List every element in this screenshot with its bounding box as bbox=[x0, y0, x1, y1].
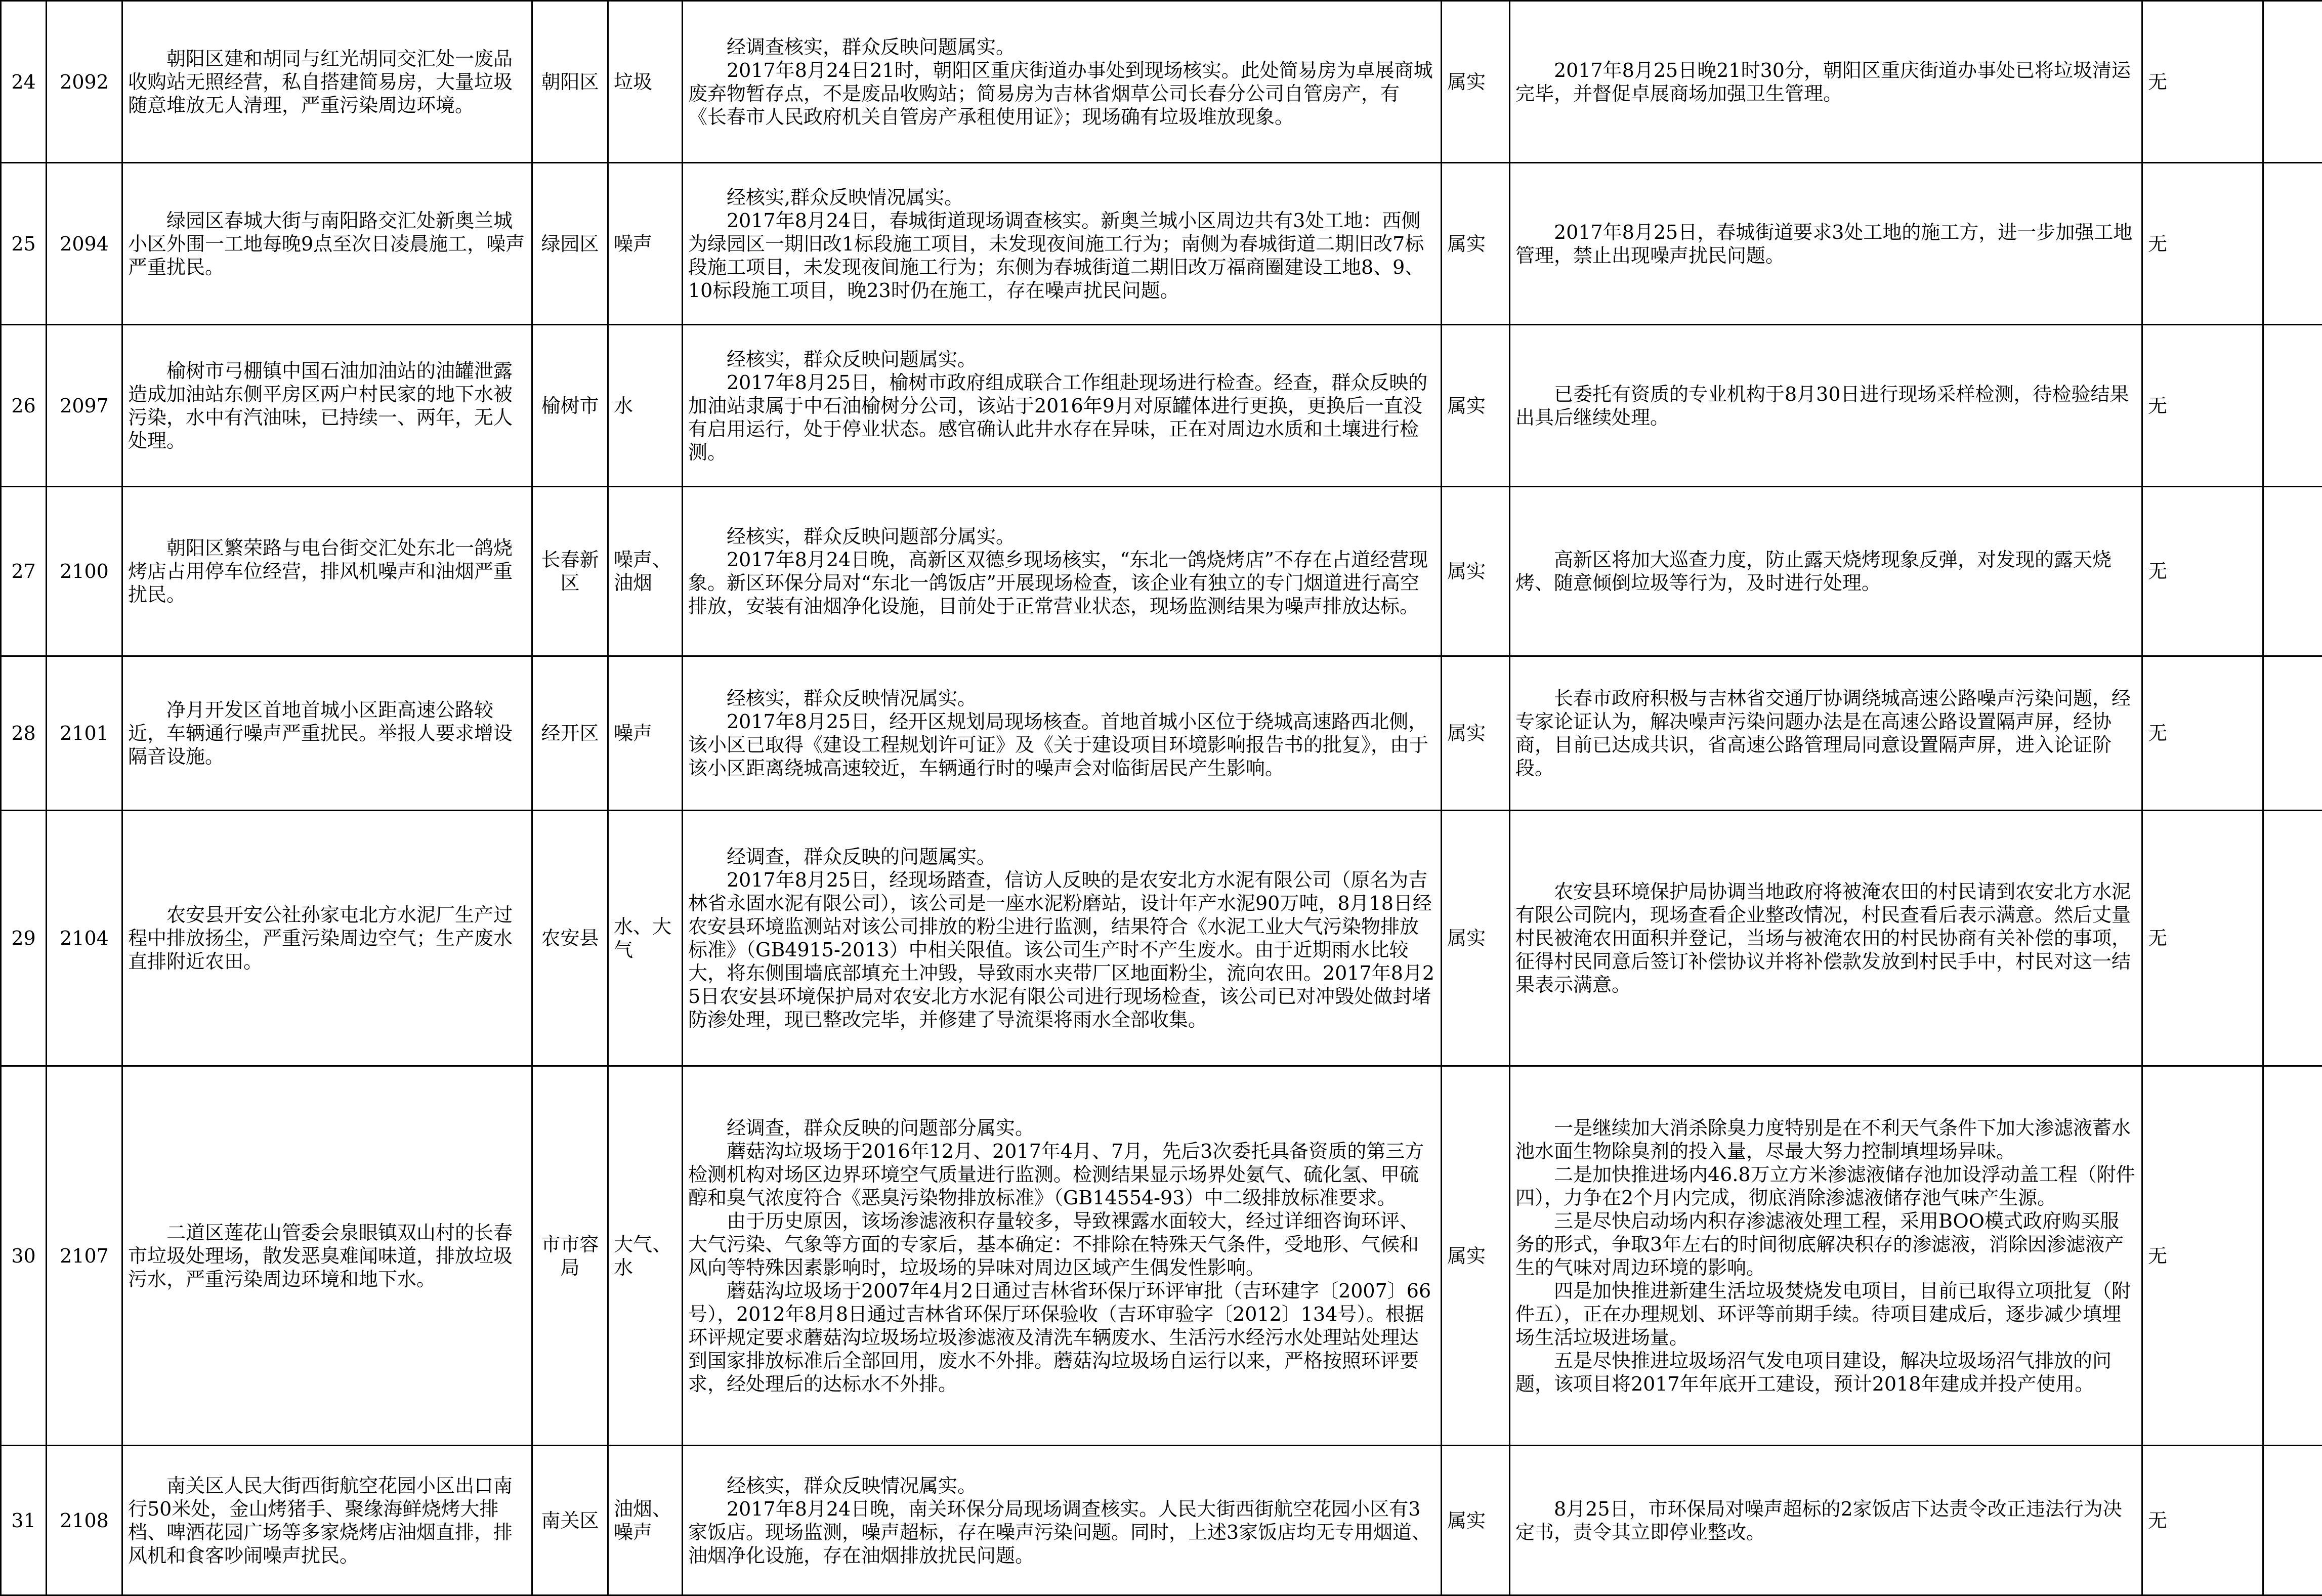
complaint-text: 朝阳区繁荣路与电台街交汇处东北一鸽烧烤店占用停车位经营，排风机噪声和油烟严重扰民。 bbox=[128, 536, 526, 606]
accountability-cell: 无 bbox=[2142, 1446, 2263, 1595]
table-row bbox=[1, 487, 2322, 656]
accountability-cell: 无 bbox=[2142, 1, 2263, 163]
complaint-text: 绿园区春城大街与南阳路交汇处新奥兰城小区外围一工地每晚9点至次日凌晨施工，噪声严重扰民。 bbox=[128, 209, 526, 279]
complaint-content-cell bbox=[122, 1446, 532, 1595]
result-paragraph: 经核实，群众反映情况属实。 bbox=[688, 1474, 1436, 1497]
table-row bbox=[1, 1, 2322, 163]
result-paragraph: 2017年8月25日，经现场踏查，信访人反映的是农安北方水泥有限公司（原名为吉林省永固水泥有限公司），该公司是一座水泥粉磨站，设计年产水泥90万吨，8月18日经农安县环境监测站对该公司排放的粉尘进行监测，结果符合《水泥工业大气污染物排放标准》（GB4915-2013）中相关限值。该公司生产时不产生废水。由于近期雨水比较大，将东侧围墙底部填充土冲毁，导致雨水夹带厂区地面粉尘，流向农田。2017年8月25日农安县环境保护局对农安北方水泥有限公司进行现场检查，该公司已对冲毁处做封堵防渗处理，现已整改完毕，并修建了导流渠将雨水全部收集。 bbox=[688, 868, 1436, 1031]
district-cell: 朝阳区 bbox=[532, 1, 608, 163]
pollution-type-cell: 噪声、油烟 bbox=[608, 487, 683, 656]
result-paragraph: 经核实，群众反映情况属实。 bbox=[688, 687, 1436, 710]
result-paragraph: 由于历史原因，该场渗滤液积存量较多，导致裸露水面较大，经过详细咨询环评、大气污染、气象等方面的专家后，基本确定：不排除在特殊天气条件，受地形、气候和风向等特殊因素影响时，垃圾场的异味对周边区域产生偶发性影响。 bbox=[688, 1209, 1436, 1279]
table-row bbox=[1, 656, 2322, 811]
handling-paragraph: 一是继续加大消杀除臭力度特别是在不利天气条件下加大渗滤液蓄水池水面生物除臭剂的投入量，尽最大努力控制填埋场异味。 bbox=[1515, 1116, 2136, 1163]
handling-cell bbox=[1510, 1446, 2142, 1595]
result-paragraph: 经核实，群众反映问题部分属实。 bbox=[688, 525, 1436, 548]
result-paragraph: 经调查核实，群众反映问题属实。 bbox=[688, 35, 1436, 59]
handling-cell bbox=[1510, 656, 2142, 811]
blank-cell bbox=[2263, 656, 2322, 811]
complaint-content-cell bbox=[122, 811, 532, 1066]
pollution-type-cell: 水、大气 bbox=[608, 811, 683, 1066]
verdict-cell: 属实 bbox=[1442, 1, 1510, 163]
seq-cell: 30 bbox=[1, 1066, 47, 1446]
verdict-cell: 属实 bbox=[1442, 1446, 1510, 1595]
case-number-cell: 2108 bbox=[47, 1446, 122, 1595]
pollution-type-cell: 垃圾 bbox=[608, 1, 683, 163]
handling-cell bbox=[1510, 1, 2142, 163]
investigation-result-cell bbox=[683, 1066, 1442, 1446]
handling-cell bbox=[1510, 1066, 2142, 1446]
accountability-cell: 无 bbox=[2142, 811, 2263, 1066]
result-paragraph: 蘑菇沟垃圾场于2007年4月2日通过吉林省环保厅环评审批（吉环建字〔2007〕66号），2012年8月8日通过吉林省环保厅环保验收（吉环审验字〔2012〕134号）。根据环评规定要求蘑菇沟垃圾场垃圾渗滤液及清洗车辆废水、生活污水经污水处理站处理达到国家排放标准后全部回用，废水不外排。蘑菇沟垃圾场自运行以来，严格按照环评要求，经处理后的达标水不外排。 bbox=[688, 1279, 1436, 1396]
seq-cell: 24 bbox=[1, 1, 47, 163]
result-paragraph: 2017年8月24日，春城街道现场调查核实。新奥兰城小区周边共有3处工地：西侧为绿园区一期旧改1标段施工项目，未发现夜间施工行为；南侧为春城街道二期旧改7标段施工项目，未发现夜间施工行为；东侧为春城街道二期旧改万福商圈建设工地8、9、10标段施工项目，晚23时仍在施工，存在噪声扰民问题。 bbox=[688, 209, 1436, 302]
complaint-text: 朝阳区建和胡同与红光胡同交汇处一废品收购站无照经营，私自搭建简易房，大量垃圾随意堆放无人清理，严重污染周边环境。 bbox=[128, 47, 526, 117]
complaint-content-cell bbox=[122, 325, 532, 487]
district-cell: 绿园区 bbox=[532, 163, 608, 325]
complaint-text: 净月开发区首地首城小区距高速公路较近，车辆通行噪声严重扰民。举报人要求增设隔音设施。 bbox=[128, 698, 526, 768]
blank-cell bbox=[2263, 325, 2322, 487]
handling-paragraph: 三是尽快启动场内积存渗滤液处理工程，采用BOO模式政府购买服务的形式，争取3年左右的时间彻底解决积存的渗滤液，消除因渗滤液产生的气味对周边环境的影响。 bbox=[1515, 1209, 2136, 1279]
verdict-cell: 属实 bbox=[1442, 656, 1510, 811]
blank-cell bbox=[2263, 163, 2322, 325]
handling-cell bbox=[1510, 163, 2142, 325]
blank-cell bbox=[2263, 1066, 2322, 1446]
case-number-cell: 2092 bbox=[47, 1, 122, 163]
handling-paragraph: 2017年8月25日，春城街道要求3处工地的施工方，进一步加强工地管理，禁止出现噪声扰民问题。 bbox=[1515, 221, 2136, 267]
handling-paragraph: 2017年8月25日晚21时30分，朝阳区重庆街道办事处已将垃圾清运完毕，并督促卓展商场加强卫生管理。 bbox=[1515, 59, 2136, 105]
district-cell: 经开区 bbox=[532, 656, 608, 811]
result-paragraph: 2017年8月24日21时，朝阳区重庆街道办事处到现场核实。此处简易房为卓展商城废弃物暂存点，不是废品收购站；简易房为吉林省烟草公司长春分公司自管房产，有《长春市人民政府机关自管房产承租使用证》；现场确有垃圾堆放现象。 bbox=[688, 59, 1436, 129]
verdict-cell: 属实 bbox=[1442, 163, 1510, 325]
blank-cell bbox=[2263, 811, 2322, 1066]
pollution-type-cell: 噪声 bbox=[608, 656, 683, 811]
pollution-type-cell: 噪声 bbox=[608, 163, 683, 325]
case-number-cell: 2100 bbox=[47, 487, 122, 656]
result-paragraph: 经核实，群众反映问题属实。 bbox=[688, 348, 1436, 371]
case-number-cell: 2107 bbox=[47, 1066, 122, 1446]
blank-cell bbox=[2263, 1446, 2322, 1595]
district-cell: 榆树市 bbox=[532, 325, 608, 487]
investigation-result-cell bbox=[683, 325, 1442, 487]
seq-cell: 26 bbox=[1, 325, 47, 487]
complaint-text: 榆树市弓棚镇中国石油加油站的油罐泄露造成加油站东侧平房区两户村民家的地下水被污染，水中有汽油味，已持续一、两年，无人处理。 bbox=[128, 359, 526, 452]
investigation-result-cell bbox=[683, 656, 1442, 811]
investigation-result-cell bbox=[683, 163, 1442, 325]
result-paragraph: 2017年8月24日晚，南关环保分局现场调查核实。人民大街西街航空花园小区有3家饭店。现场监测，噪声超标，存在噪声污染问题。同时，上述3家饭店均无专用烟道、油烟净化设施，存在油烟排放扰民问题。 bbox=[688, 1497, 1436, 1567]
verdict-cell: 属实 bbox=[1442, 811, 1510, 1066]
investigation-result-cell bbox=[683, 1, 1442, 163]
district-cell: 市市容局 bbox=[532, 1066, 608, 1446]
verdict-cell: 属实 bbox=[1442, 325, 1510, 487]
seq-cell: 28 bbox=[1, 656, 47, 811]
complaint-text: 二道区莲花山管委会泉眼镇双山村的长春市垃圾处理场，散发恶臭难闻味道，排放垃圾污水，严重污染周边环境和地下水。 bbox=[128, 1221, 526, 1291]
result-paragraph: 蘑菇沟垃圾场于2016年12月、2017年4月、7月，先后3次委托具备资质的第三方检测机构对场区边界环境空气质量进行监测。检测结果显示场界处氨气、硫化氢、甲硫醇和臭气浓度符合《恶臭污染物排放标准》（GB14554-93）中二级排放标准要求。 bbox=[688, 1140, 1436, 1209]
handling-paragraph: 五是尽快推进垃圾场沼气发电项目建设，解决垃圾场沼气排放的问题，该项目将2017年年底开工建设，预计2018年建成并投产使用。 bbox=[1515, 1349, 2136, 1396]
pollution-type-cell: 水 bbox=[608, 325, 683, 487]
district-cell: 长春新区 bbox=[532, 487, 608, 656]
handling-cell bbox=[1510, 325, 2142, 487]
complaint-content-cell bbox=[122, 163, 532, 325]
case-number-cell: 2101 bbox=[47, 656, 122, 811]
table-row bbox=[1, 163, 2322, 325]
accountability-cell: 无 bbox=[2142, 487, 2263, 656]
complaint-content-cell bbox=[122, 487, 532, 656]
result-paragraph: 经调查，群众反映的问题部分属实。 bbox=[688, 1116, 1436, 1140]
result-paragraph: 2017年8月24日晚，高新区双德乡现场核实，“东北一鸽烧烤店”不存在占道经营现象。新区环保分局对“东北一鸽饭店”开展现场检查，该企业有独立的专门烟道进行高空排放，安装有油烟净化设施，目前处于正常营业状态，现场监测结果为噪声排放达标。 bbox=[688, 548, 1436, 618]
table-body bbox=[1, 1, 2322, 1595]
investigation-result-cell bbox=[683, 811, 1442, 1066]
handling-paragraph: 二是加快推进场内46.8万立方米渗滤液储存池加设浮动盖工程（附件四），力争在2个月内完成，彻底消除渗滤液储存池气味产生源。 bbox=[1515, 1163, 2136, 1209]
result-paragraph: 经调查，群众反映的问题属实。 bbox=[688, 845, 1436, 868]
table-row bbox=[1, 1066, 2322, 1446]
handling-paragraph: 高新区将加大巡查力度，防止露天烧烤现象反弹，对发现的露天烧烤、随意倾倒垃圾等行为，及时进行处理。 bbox=[1515, 548, 2136, 595]
blank-cell bbox=[2263, 487, 2322, 656]
blank-cell bbox=[2263, 1, 2322, 163]
pollution-type-cell: 大气、水 bbox=[608, 1066, 683, 1446]
handling-paragraph: 8月25日，市环保局对噪声超标的2家饭店下达责令改正违法行为决定书，责令其立即停业整改。 bbox=[1515, 1497, 2136, 1544]
handling-paragraph: 四是加快推进新建生活垃圾焚烧发电项目，目前已取得立项批复（附件五），正在办理规划、环评等前期手续。待项目建成后，逐步减少填埋场生活垃圾进场量。 bbox=[1515, 1279, 2136, 1349]
district-cell: 农安县 bbox=[532, 811, 608, 1066]
accountability-cell: 无 bbox=[2142, 325, 2263, 487]
handling-paragraph: 农安县环境保护局协调当地政府将被淹农田的村民请到农安北方水泥有限公司院内，现场查看企业整改情况，村民查看后表示满意。然后丈量村民被淹农田面积并登记，当场与被淹农田的村民协商有关补偿的事项，征得村民同意后签订补偿协议并将补偿款发放到村民手中，村民对这一结果表示满意。 bbox=[1515, 880, 2136, 996]
table-row bbox=[1, 811, 2322, 1066]
complaint-content-cell bbox=[122, 656, 532, 811]
table-row bbox=[1, 1446, 2322, 1595]
table-row bbox=[1, 325, 2322, 487]
investigation-result-cell bbox=[683, 1446, 1442, 1595]
accountability-cell: 无 bbox=[2142, 1066, 2263, 1446]
result-paragraph: 2017年8月25日，经开区规划局现场核查。首地首城小区位于绕城高速路西北侧，该小区已取得《建设工程规划许可证》及《关于建设项目环境影响报告书的批复》，由于该小区距离绕城高速较近，车辆通行时的噪声会对临街居民产生影响。 bbox=[688, 710, 1436, 780]
handling-cell bbox=[1510, 487, 2142, 656]
complaint-text: 南关区人民大街西街航空花园小区出口南行50米处，金山烤猪手、聚缘海鲜烧烤大排档、啤酒花园广场等多家烧烤店油烟直排，排风机和食客吵闹噪声扰民。 bbox=[128, 1474, 526, 1567]
complaint-text: 农安县开安公社孙家屯北方水泥厂生产过程中排放扬尘，严重污染周边空气；生产废水直排附近农田。 bbox=[128, 903, 526, 973]
complaint-content-cell bbox=[122, 1, 532, 163]
seq-cell: 29 bbox=[1, 811, 47, 1066]
seq-cell: 25 bbox=[1, 163, 47, 325]
result-paragraph: 经核实,群众反映情况属实。 bbox=[688, 186, 1436, 209]
investigation-result-cell bbox=[683, 487, 1442, 656]
handling-paragraph: 已委托有资质的专业机构于8月30日进行现场采样检测，待检验结果出具后继续处理。 bbox=[1515, 383, 2136, 429]
verdict-cell: 属实 bbox=[1442, 487, 1510, 656]
accountability-cell: 无 bbox=[2142, 163, 2263, 325]
pollution-type-cell: 油烟、噪声 bbox=[608, 1446, 683, 1595]
district-cell: 南关区 bbox=[532, 1446, 608, 1595]
handling-paragraph: 长春市政府积极与吉林省交通厅协调绕城高速公路噪声污染问题，经专家论证认为，解决噪声污染问题办法是在高速公路设置隔声屏，经协商，目前已达成共识，省高速公路管理局同意设置隔声屏，进入论证阶段。 bbox=[1515, 687, 2136, 780]
case-number-cell: 2097 bbox=[47, 325, 122, 487]
complaint-content-cell bbox=[122, 1066, 532, 1446]
case-number-cell: 2104 bbox=[47, 811, 122, 1066]
result-paragraph: 2017年8月25日，榆树市政府组成联合工作组赴现场进行检查。经查，群众反映的加油站隶属于中石油榆树分公司，该站于2016年9月对原罐体进行更换，更换后一直没有启用运行，处于停业状态。感官确认此井水存在异味，正在对周边水质和土壤进行检测。 bbox=[688, 371, 1436, 464]
handling-cell bbox=[1510, 811, 2142, 1066]
case-number-cell: 2094 bbox=[47, 163, 122, 325]
accountability-cell: 无 bbox=[2142, 656, 2263, 811]
seq-cell: 31 bbox=[1, 1446, 47, 1595]
seq-cell: 27 bbox=[1, 487, 47, 656]
verdict-cell: 属实 bbox=[1442, 1066, 1510, 1446]
